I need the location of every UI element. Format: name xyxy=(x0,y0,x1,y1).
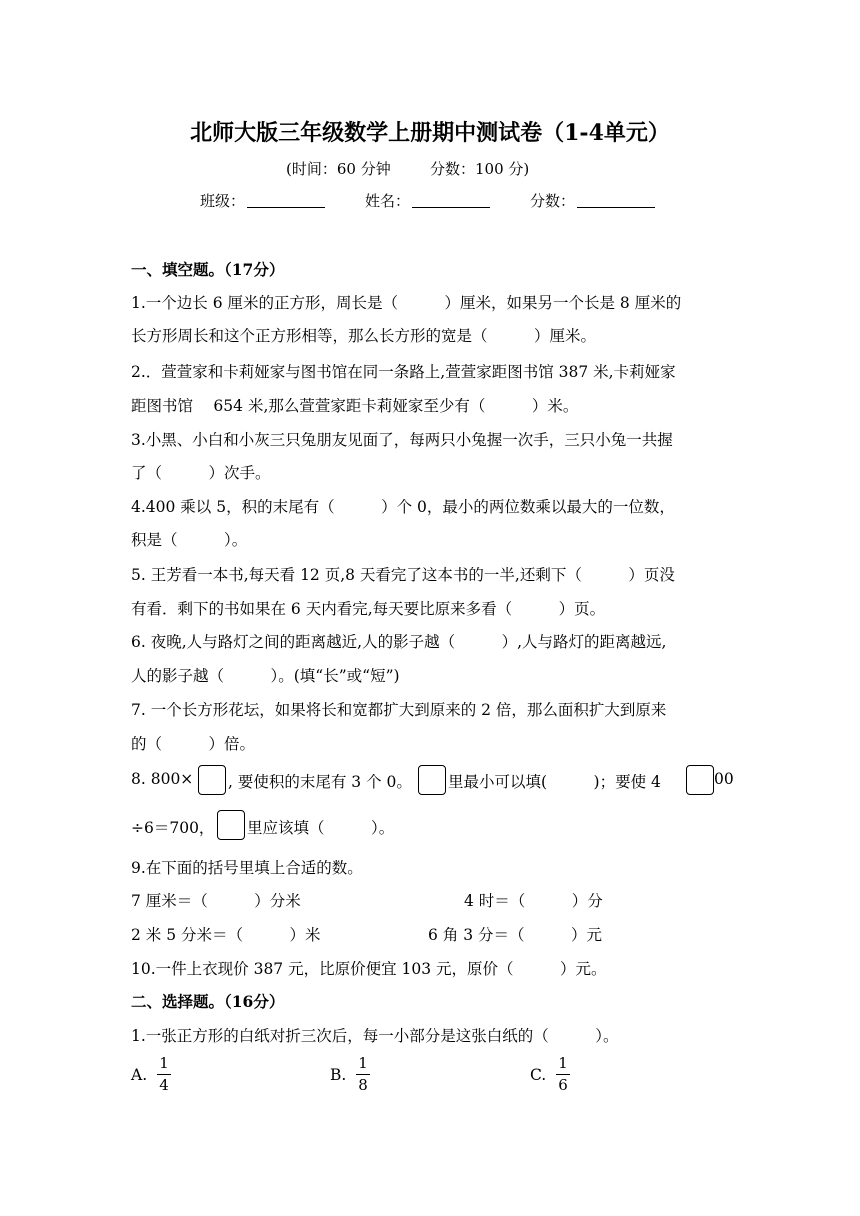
score-blank[interactable] xyxy=(577,193,655,208)
q10-text: 10.一件上衣现价 387 元，比原价便宜 103 元，原价（ ）元。 xyxy=(131,960,607,978)
class-blank[interactable] xyxy=(247,193,325,208)
score-label: 分数： xyxy=(530,192,576,210)
fraction-bar xyxy=(157,1074,171,1075)
total-score: 分数：100 分) xyxy=(430,160,530,178)
choice-q1-text: 1.一张正方形的白纸对折三次后，每一小部分是这张白纸的（ ）。 xyxy=(131,1027,619,1045)
option-c-label: C. xyxy=(530,1066,547,1084)
answer-box[interactable] xyxy=(418,765,446,795)
conversion-item: 2 米 5 分米＝（ ）米 xyxy=(131,926,321,944)
score-field xyxy=(530,190,655,211)
question-line: 积是（ ）。 xyxy=(131,531,248,549)
question-line: 的（ ）倍。 xyxy=(131,735,256,753)
option-a-label: A. xyxy=(131,1066,148,1084)
numerator: 1 xyxy=(558,1054,568,1072)
q9-text: 9.在下面的括号里填上合适的数。 xyxy=(131,859,363,877)
fraction-bar xyxy=(356,1074,370,1075)
question-line: 了（ ）次手。 xyxy=(131,464,271,482)
q8-text-6: 里应该填（ ）。 xyxy=(247,819,395,837)
answer-box[interactable] xyxy=(198,765,226,795)
question-line: 2.．萱萱家和卡莉娅家与图书馆在同一条路上,萱萱家距图书馆 387 米,卡莉娅家 xyxy=(131,363,676,381)
class-label: 班级： xyxy=(200,192,246,210)
q8-text-5: ÷6＝700， xyxy=(131,819,215,837)
denominator: 6 xyxy=(558,1076,568,1094)
conversion-item: 6 角 3 分＝（ ）元 xyxy=(428,926,603,944)
q8-text-1: 8. 800× xyxy=(131,770,194,788)
q8-text-3: 里最小可以填( )；要使 4 xyxy=(448,773,661,791)
question-line: 1.一个边长 6 厘米的正方形，周长是（ ）厘米，如果另一个长是 8 厘米的 xyxy=(131,294,682,312)
question-line: 有看．剩下的书如果在 6 天内看完,每天要比原来多看（ ）页。 xyxy=(131,600,606,618)
question-line: 3.小黑、小白和小灰三只兔朋友见面了，每两只小兔握一次手，三只小兔一共握 xyxy=(131,431,673,449)
answer-box[interactable] xyxy=(217,810,245,840)
numerator: 1 xyxy=(358,1054,368,1072)
time-limit: (时间：60 分钟 xyxy=(286,160,391,178)
question-line: 4.400 乘以 5，积的末尾有（ ）个 0，最小的两位数乘以最大的一位数， xyxy=(131,498,675,516)
question-line: 距图书馆 654 米,那么萱萱家距卡莉娅家至少有（ ）米。 xyxy=(131,397,579,415)
numerator: 1 xyxy=(159,1054,169,1072)
section-1-heading: 一、填空题。（17分） xyxy=(131,260,285,279)
name-label: 姓名： xyxy=(365,192,411,210)
conversion-item: 7 厘米＝（ ）分米 xyxy=(131,892,301,910)
section-2-heading: 二、选择题。（16分） xyxy=(131,992,285,1011)
q8-text-4: 00 xyxy=(714,770,734,788)
question-line: 长方形周长和这个正方形相等，那么长方形的宽是（ ）厘米。 xyxy=(131,327,597,345)
question-line: 人的影子越（ ）。(填“长”或“短”) xyxy=(131,667,400,685)
name-field xyxy=(365,190,490,211)
question-line: 7. 一个长方形花坛，如果将长和宽都扩大到原来的 2 倍，那么面积扩大到原来 xyxy=(131,701,667,719)
question-line: 5. 王芳看一本书,每天看 12 页,8 天看完了这本书的一半,还剩下（ ）页没 xyxy=(131,566,675,584)
question-line: 6. 夜晚,人与路灯之间的距离越近,人的影子越（ ）,人与路灯的距离越远, xyxy=(131,633,667,651)
answer-box[interactable] xyxy=(686,765,714,795)
denominator: 4 xyxy=(159,1076,169,1094)
page-title: 北师大版三年级数学上册期中测试卷（1-4单元） xyxy=(190,120,670,146)
conversion-item: 4 时＝（ ）分 xyxy=(464,892,603,910)
option-b-label: B. xyxy=(330,1066,347,1084)
class-field xyxy=(200,190,325,211)
denominator: 8 xyxy=(358,1076,368,1094)
fraction-bar xyxy=(556,1074,570,1075)
name-blank[interactable] xyxy=(412,193,490,208)
q8-text-2: , 要使积的末尾有 3 个 0。 xyxy=(228,773,412,791)
